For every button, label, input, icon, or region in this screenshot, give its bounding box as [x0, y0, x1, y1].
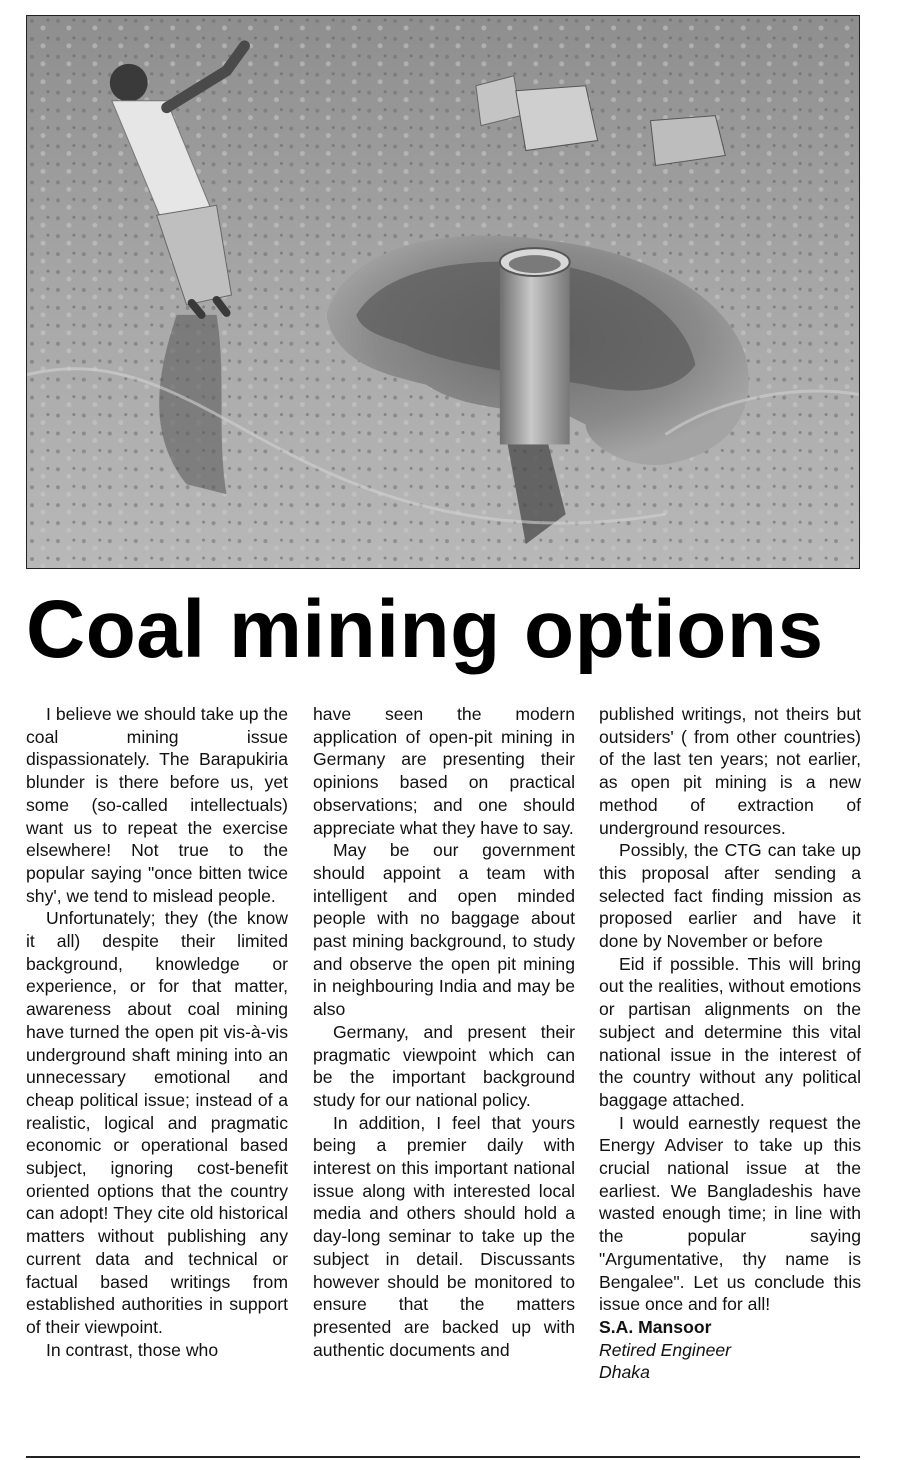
article-column-1 [26, 703, 288, 1361]
article-column-2 [313, 703, 575, 1361]
paragraph: I would earnestly request the Energy Adviser to take up this crucial national issue at the earliest. We Bangladeshis have wasted enough time; in line with the popular saying "Argumentative, thy name is Bengalee". Let us conclude this issue once and for all! [599, 1112, 861, 1315]
article-body [26, 703, 860, 1448]
paragraph: Possibly, the CTG can take up this proposal after sending a selected fact finding mission as proposed earlier and have it done by November or before [599, 840, 861, 952]
author-title: Retired Engineer [599, 1339, 732, 1360]
paragraph: Germany, and present their pragmatic viewpoint which can be the important background study for our national policy. [313, 1021, 575, 1110]
bottom-rule [26, 1456, 860, 1458]
paragraph: May be our government should appoint a team with intelligent and open minded people with no baggage about past mining background, to study and observe the open pit mining in neighbouring India and may be also [313, 840, 575, 1020]
author-location: Dhaka [599, 1362, 650, 1383]
paragraph: I believe we should take up the coal mining issue dispassionately. The Barapukiria blunder is there before us, yet some (so-called intellectuals) want us to repeat the exercise elsewhere! Not true to the popular saying "once bitten twice shy', we tend to mislead people. [26, 704, 288, 906]
paragraph: In contrast, those who [46, 1339, 219, 1360]
paragraph: Unfortunately; they (the know it all) despite their limited background, knowledge or experience, or for that matter, awareness about coal mining have turned the open pit vis-à-vis underground shaft mining into an unnecessary emotional and cheap political issue; instead of a realistic, logical and pragmatic economic or operational based subject, ignoring cost-benefit oriented options that the country can adopt! They cite old historical matters without publishing any current data and technical or factual based writings from established authorities in support of their viewpoint. [26, 908, 288, 1337]
headline: Coal mining options [26, 584, 824, 675]
author-name: S.A. Mansoor [599, 1316, 712, 1337]
paragraph: Eid if possible. This will bring out the realities, without emotions or partisan alignments on the subject and determine this vital national issue in the interest of the country without any political baggage attached. [599, 953, 861, 1110]
paragraph: In addition, I feel that yours being a premier daily with interest on this important national issue along with interested local media and others should hold a day-long seminar to take up the subject in detail. Discussants however should be monitored to ensure that the matters presented are backed up with authentic documents and [313, 1112, 575, 1360]
paragraph: published writings, not theirs but outsiders' ( from other countries) of the last ten years; not earlier, as open pit mining is a new method of extraction of underground resources. [599, 704, 861, 838]
news-photo [26, 15, 860, 569]
article-column-3 [599, 703, 861, 1384]
photo-illustration [27, 16, 859, 568]
paragraph: have seen the modern application of open-pit mining in Germany are presenting their opinions based on practical observations; and one should appreciate what they have to say. [313, 704, 575, 838]
